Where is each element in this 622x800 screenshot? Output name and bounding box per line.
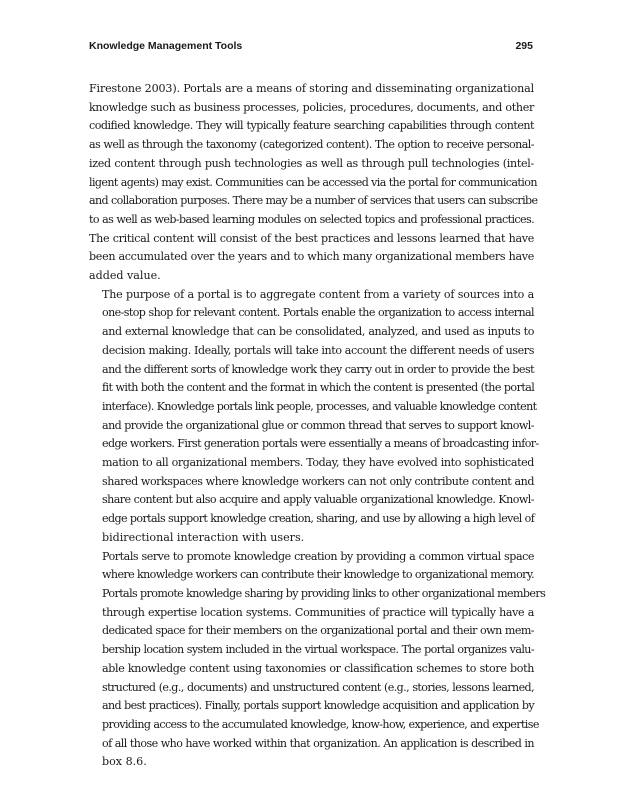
paragraph	[89, 548, 546, 772]
page-number: 295	[515, 40, 533, 52]
paragraph	[89, 286, 539, 548]
text-line: bership location system included in the virtual workspace. The portal organizes valu-	[102, 643, 534, 657]
body-text	[89, 80, 546, 772]
text-line: codified knowledge. They will typically feature searching capabilities through content	[89, 119, 534, 133]
text-line: interface). Knowledge portals link people, processes, and valuable knowledge content	[102, 399, 537, 413]
text-line: been accumulated over the years and to which many organizational members have	[89, 250, 534, 264]
text-line: dedicated space for their members on the organizational portal and their own mem-	[102, 624, 534, 638]
text-line: bidirectional interaction with users.	[102, 530, 305, 544]
text-line: The purpose of a portal is to aggregate content from a variety of sources into a	[102, 287, 534, 301]
text-line: and collaboration purposes. There may be a number of services that users can subscribe	[89, 194, 538, 208]
text-line: The critical content will consist of the best practices and lessons learned that have	[89, 231, 534, 245]
text-line: to as well as web-based learning modules on selected topics and professional practices.	[89, 212, 534, 226]
text-line: decision making. Ideally, portals will take into account the different needs of users	[102, 343, 534, 357]
text-line: mation to all organizational members. Today, they have evolved into sophisticated	[102, 456, 534, 470]
text-line: structured (e.g., documents) and unstructured content (e.g., stories, lessons learned,	[102, 680, 534, 694]
text-line: and provide the organizational glue or common thread that serves to support knowl-	[102, 418, 534, 432]
text-line: of all those who have worked within that organization. An application is described in	[102, 736, 534, 750]
text-line: and external knowledge that can be consolidated, analyzed, and used as inputs to	[102, 325, 534, 339]
paragraph	[89, 80, 538, 286]
text-line: Portals promote knowledge sharing by providing links to other organizational members	[102, 586, 546, 600]
text-line: ized content through push technologies as well as through pull technologies (intel-	[89, 156, 534, 170]
text-line: Portals serve to promote knowledge creation by providing a common virtual space	[102, 549, 534, 563]
text-line: where knowledge workers can contribute their knowledge to organizational memory.	[102, 568, 534, 582]
text-line: shared workspaces where knowledge workers can not only contribute content and	[102, 474, 534, 488]
running-head-title: Knowledge Management Tools	[89, 40, 243, 52]
text-line: ligent agents) may exist. Communities can be accessed via the portal for communication	[89, 175, 537, 189]
text-line: added value.	[89, 269, 161, 283]
text-line: fit with both the content and the format in which the content is presented (the portal	[102, 381, 535, 395]
text-line: able knowledge content using taxonomies or classification schemes to store both	[102, 661, 534, 675]
text-line: one-stop shop for relevant content. Portals enable the organization to access internal	[102, 306, 534, 320]
text-line: box 8.6.	[102, 755, 147, 769]
text-line: knowledge such as business processes, policies, procedures, documents, and other	[89, 100, 534, 114]
text-line: edge workers. First generation portals were essentially a means of broadcasting infor-	[102, 437, 539, 451]
text-line: providing access to the accumulated knowledge, know-how, experience, and expertise	[102, 717, 539, 731]
text-line: and best practices). Finally, portals support knowledge acquisition and application by	[102, 699, 534, 713]
text-line: through expertise location systems. Communities of practice will typically have a	[102, 605, 534, 619]
text-line: share content but also acquire and apply valuable organizational knowledge. Knowl-	[102, 493, 534, 507]
text-line: Firestone 2003). Portals are a means of storing and disseminating organizational	[89, 82, 535, 95]
running-head	[89, 40, 533, 56]
text-line: as well as through the taxonomy (categorized content). The option to receive personal-	[89, 138, 534, 152]
text-line: and the different sorts of knowledge work they carry out in order to provide the best	[102, 362, 534, 376]
text-line: edge portals support knowledge creation, sharing, and use by allowing a high level of	[102, 512, 535, 526]
